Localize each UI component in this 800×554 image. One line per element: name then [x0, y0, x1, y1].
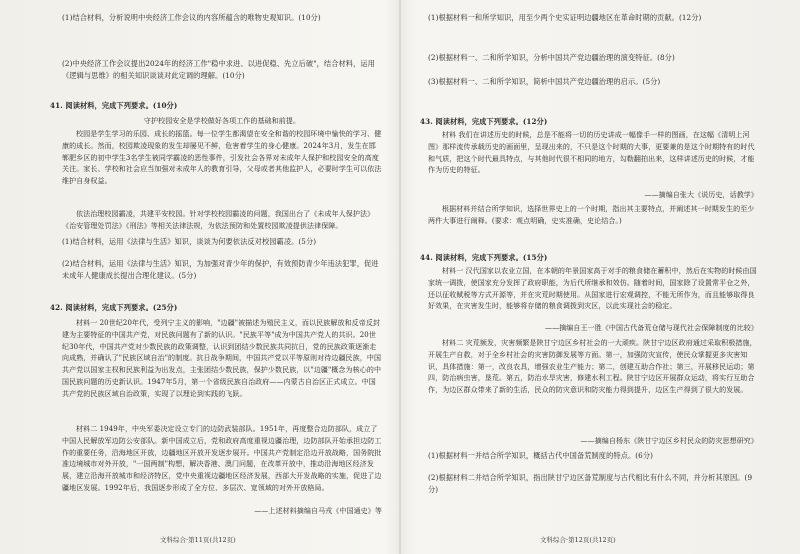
q43-source: ——摘编自张大《说历史，话教学》	[644, 191, 758, 199]
q40-part2: (2)中央经济工作会议提出2024年的经济工作"稳中求进、以进促稳、先立后破"，结合材料，运用《逻辑与思维》的相关知识谈谈对此定调的理解。(10分)	[62, 59, 375, 80]
q41-part2: (2)结合材料，运用《法律与生活》知识，为加强对青少年的保护，有效预防青少年违法犯罪，促进未成年人健康成长提出合理化建议。(5分)	[62, 259, 379, 280]
q41-material-para1: 校园是学生学习的乐园、成长的摇篮。每一位学生都渴望在安全和谐的校园环境中愉快的学习、健康的成长。然而，校园欺凌现象的发生却屡见不鲜，危害着学生的身心健康。2024年3月，发生在邯郸肥乡区的初中学生3名学生被同学霸凌的恶性事件，引发社会各界对未成年人保护和校园安全的高度关注。家长、学校和社会应当加强对未成年人的教育引导，父母或者其他监护人，必要时学生可以依法维护自身权益。	[62, 130, 382, 186]
q43-material: 材料 我们在讲述历史的时候，总是不能将一切的历史讲成一幅像手一样的图画，在这幅《清明上河图》那样流传承载历史的画面里，呈现出来的，不只是这个时期的大事，更要兼的是这个时期特有的时代和气质，把这个时代最具特点，与其他时代很不相同的地方，勾勒翻拍出来，这样讲述历史的时候，才能作为历史的特征。	[428, 131, 755, 175]
page-footer-right: 文科综合·第12页(共12页)	[540, 536, 616, 544]
q42-part1: (1)根据材料一和所学知识，用至少两个史实证明边疆地区在革命时期的贡献。(12分)	[428, 13, 702, 22]
right-page	[400, 0, 800, 554]
q44-material2-source: ——摘编自杨东《陕甘宁边区乡村民众的防灾思想研究》	[580, 437, 758, 445]
q44-material1-source: ——摘编自王一胜《中国古代备荒仓储与现代社会保障制度的比较》	[545, 324, 758, 332]
q42-heading: 42. 阅读材料，完成下列要求。(25分)	[50, 303, 178, 312]
q42-material2: 材料二 1949年，中央军委决定设立专门的边防武装部队。1951年，再度整合边防部队，成立了中国人民解放军边防公安部队。新中国成立后，党和政府高度重视边疆治理，边防部队开始承担边防工作的重要任务，沿海地区开放，边疆地区开放开发逐步展开。中国共产党制定沿边开放战略，国务院批准边境城市对外开放，"一国两制"构想，解决香港、澳门问题，在改革开放中，推动沿海地区经济发展，建立沿海开放城市和经济特区，党中央重视边疆地区经济发展，西部大开发战略的实施，促进了边疆地区发展。1992年后，我国逐步形成了全方位、多层次、宽领域的对外开放格局。	[62, 425, 382, 492]
q44-material2: 材料二 灾荒频发，灾害频繁是陕甘宁边区乡村社会的一大顽疾。陕甘宁边区政府通过采取积极措施，开展生产自救，对于全乡村社会的灾害防御发展等方面。第一，加强防灾宣传，使民众掌握更多灾害知识，具体措施：第一，改良农具，增强农业生产能力；第二，创建互助合作社；第三，开展移民运动；第四，防治病虫害，垦荒。第五，防治水旱灾害，修建水利工程。陕甘宁边区开展群众运动，将实行互助合作，为边区群众带来了新的生活，民众的防灾意识和防灾能力得到提升，边区生产得到了很大的发展。	[428, 339, 757, 395]
q43-requirement: 根据材料并结合所学知识，选择世界史上的一个时期，指出其主要特点，并阐述其一时期发生的至少两件大事进行阐释。(要求：观点明确，史实准确，史论结合。)	[428, 205, 755, 225]
q43-heading: 43. 阅读材料，完成下列要求。(12分)	[420, 117, 548, 126]
q44-material1: 材料一 汉代国家以农业立国，在本朝的年景国家高于对手的粮食储在蓄积中，然后在实物的时候由国家统一调拨，使国家充分发挥了政府职能，为后代所继承和效仿。随着时间，国家除了设置常平仓之外，还以征收赋税等方式开源等，并在灾荒时期使用。从国家进行宏观调控，不能无所作为，而且能够取得良好效果，在灾害发生时，能够将存储的粮食调拨到灾区，以此实现社会的稳定。	[428, 267, 757, 311]
q41-title: 守护校园安全是学校做好各项工作的基础和前提。	[143, 117, 301, 125]
page-footer-left: 文科综合·第11页(共12页)	[160, 536, 236, 544]
q42-source: ——上述材料摘编自马戎《中国通史》等	[254, 507, 382, 515]
q40-part1: (1)结合材料，分析说明中央经济工作会议的内容所蕴含的唯物史观知识。(10分)	[62, 13, 321, 22]
q42-material1: 材料一 20世纪20年代，受列宁主义的影响，"边疆"被描述为殖民主义，而以民族解放和反帝反封建为主要特征的中国共产党，对民族问题有了新的认识。"民族平等"成为中国共产党人的共识。20世纪30年代，中国共产党对少数民族的政策调整，认识到团结少数民族共同抗日，党的民族政策逐渐走向成熟，并确认了"民族区域自治"的制度。抗日战争期间，中国共产党以平等原则对待边疆民族，中国共产党以国家主权和民族利益为出发点，主张团结少数民族，保护少数民族，以"边疆"概念为核心的中国民族问题的历史新认识。1947年5月，第一个省级民族自治政府——内蒙古自治区正式成立。中国共产党的民族区域自治政策，实现了以理论到实践的飞跃。	[62, 319, 382, 398]
q44-heading: 44. 阅读材料，完成下列要求。(15分)	[420, 253, 548, 262]
q42-part3: (3)根据材料一、二和所学知识，简析中国共产党边疆治理的启示。(5分)	[428, 77, 661, 86]
q44-part2: (2)根据材料二并结合所学知识，指出陕甘宁边区备荒制度与古代相比有什么不同，并分析其原因。(9分)	[428, 473, 753, 494]
q41-material-para2: 依法治理校园霸凌，共建平安校园。针对学校校园霸凌的问题，我国出台了《未成年人保护法》《治安管理处罚法》《刑法》等相关法律法规，为依法预防和处置校园欺凌提供法律保障。	[62, 210, 375, 230]
q44-part1: (1)根据材料一并结合所学知识，概括古代中国备荒制度的特点。(6分)	[428, 451, 654, 460]
q41-heading: 41. 阅读材料，完成下列要求。(10分)	[50, 101, 178, 110]
q41-part1: (1)结合材料，运用《法律与生活》知识，谈谈为何要依法反对校园霸凌。(5分)	[62, 237, 317, 246]
q42-part2: (2)根据材料一、二和所学知识，分析中国共产党边疆治理的演变特征。(8分)	[428, 53, 675, 62]
